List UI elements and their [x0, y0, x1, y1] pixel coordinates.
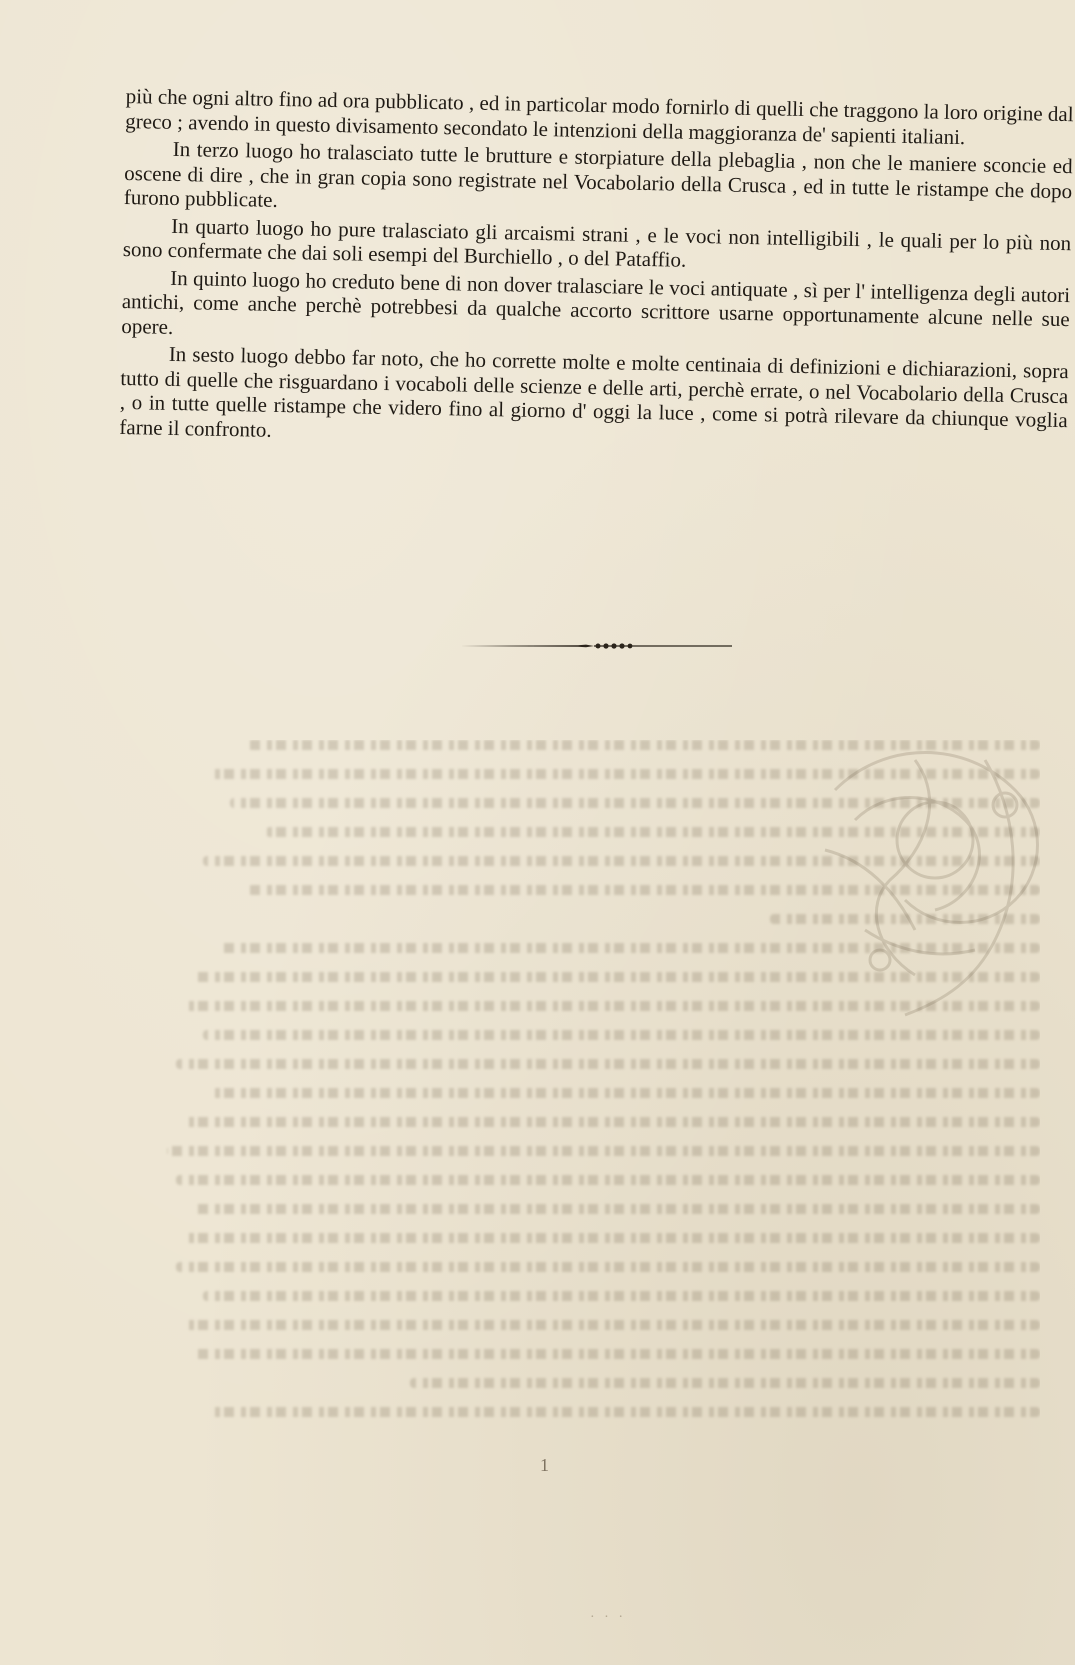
paragraph-1: più che ogni altro fino ad ora pubblicato , ed in particolar modo fornirlo di quelli che traggono la loro origine dal greco ; avendo in questo divisamento secondato le intenzioni della maggioranza de' sapienti italiani. [125, 84, 1074, 149]
decorative-divider-icon [458, 639, 734, 653]
paragraph-2: In terzo luogo ho tralasciato tutte le brutture e storpiature della plebaglia , non che le maniere sconcie ed oscene di dire , che in gran copia sono registrate nel Vocabolario della Crusca , ed in tutte le ristampe che dopo furono pubblicate. [123, 136, 1073, 212]
paragraph-4: In quinto luogo ho creduto bene di non dover tralasciare le voci antiquate , sì per l' intelligenza degli autori antichi, come anche perchè potrebbesi da qualche accorto scrittore usarne opportunamente alcune nelle sue opere. [121, 265, 1071, 339]
bleed-through-mark: · · · [590, 1610, 626, 1625]
body-text [119, 84, 1074, 460]
ornament-bleed-through-icon [795, 730, 1065, 1030]
page-number: 1 [540, 1455, 549, 1475]
paragraph-3: In quarto luogo ho pure tralasciato gli arcaismi strani , e le voci non intelligibili , le quali per lo più non sono confermate che dai soli esempi del Burchiello , o del Pataffio. [122, 213, 1072, 272]
paragraph-5: In sesto luogo debbo far noto, che ho corrette molte e molte centinaia di definizioni e dichiarazioni, sopra tutto di quelle che risguardano i vocaboli delle scienze e delle arti, perchè errate, o nel Vocabolario della Crusca , o in tutte quelle ristampe che videro fino al giorno d' oggi la luce , come si potrà rilevare da chiunque voglia farne il confronto. [119, 341, 1069, 442]
bleed-through-text [140, 740, 1040, 1460]
